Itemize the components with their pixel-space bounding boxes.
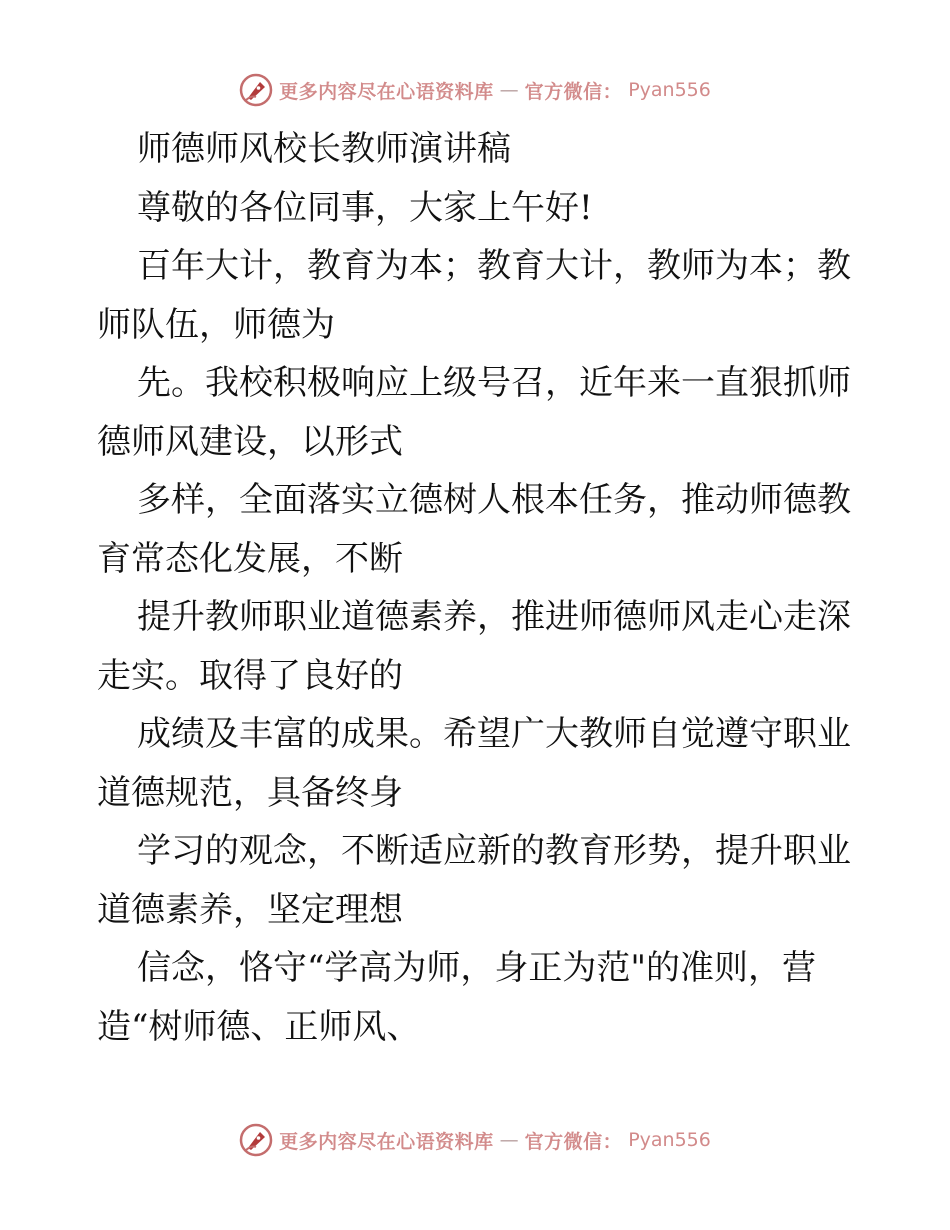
paragraph-line: 学习的观念，不断适应新的教育形势，提升职业: [137, 831, 851, 871]
paragraph-line: 造“树师德、正师风、: [97, 1006, 421, 1047]
paragraph-line: 百年大计，教育为本；教育大计，教师为本；教: [137, 246, 851, 286]
watermark-wechat-id: Pyan556: [628, 1129, 711, 1151]
paragraph-line: 德师风建设，以形式: [97, 421, 403, 462]
watermark-wechat-label: 官方微信：: [524, 80, 623, 103]
header-watermark: [0, 70, 950, 110]
watermark-text: 更多内容尽在心语资料库: [279, 80, 494, 103]
document-title: 师德师风校长教师演讲稿: [137, 129, 511, 169]
paragraph-line: 走实。取得了良好的: [97, 655, 403, 696]
paragraph-line: 先。我校积极响应上级号召，近年来一直狠抓师: [137, 363, 851, 403]
paragraph-line: 道德规范，具备终身: [97, 772, 403, 813]
watermark-wechat-id: Pyan556: [628, 79, 711, 101]
pen-nib-logo-icon: [239, 1123, 273, 1157]
greeting-line: 尊敬的各位同事，大家上午好!: [137, 187, 593, 228]
paragraph-line: 多样，全面落实立德树人根本任务，推动师德教: [137, 480, 851, 520]
watermark-wechat-label: 官方微信：: [524, 1130, 623, 1153]
paragraph-line: 道德素养，坚定理想: [97, 889, 403, 930]
watermark-separator: —: [499, 1129, 519, 1151]
watermark-separator: —: [499, 79, 519, 101]
document-body: [97, 120, 857, 1056]
watermark-text: 更多内容尽在心语资料库: [279, 1130, 494, 1153]
pen-nib-logo-icon: [239, 73, 273, 107]
paragraph-line: 师队伍，师德为: [97, 304, 335, 345]
footer-watermark: [0, 1120, 950, 1160]
paragraph-line: 成绩及丰富的成果。希望广大教师自觉遵守职业: [137, 714, 851, 754]
paragraph-line: 提升教师职业道德素养，推进师德师风走心走深: [137, 597, 851, 637]
paragraph-line: 信念，恪守“学高为师，身正为范"的准则，营: [137, 948, 817, 988]
paragraph-line: 育常态化发展，不断: [97, 538, 403, 579]
